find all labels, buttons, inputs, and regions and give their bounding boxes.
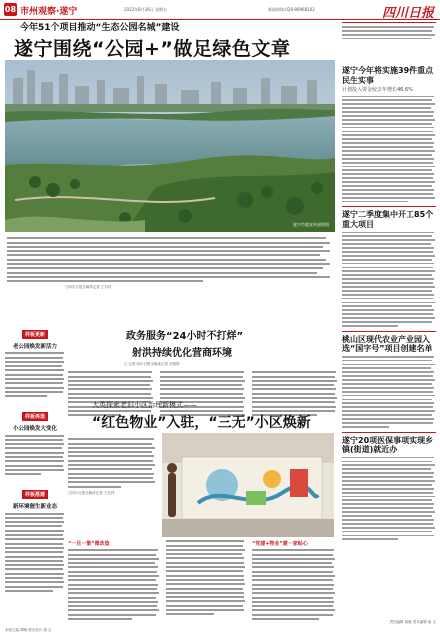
property-subhead-1: “一旦一策”微改造 xyxy=(68,541,110,547)
page-number: 08 xyxy=(4,5,17,14)
right-headline-1: 遂宁今年将实施39件重点民生实事 xyxy=(342,66,434,85)
property-title: “红色物业”入驻，“三无”小区焕新 xyxy=(92,415,311,431)
photo-credit: 遂宁市委宣传部供图 xyxy=(293,222,329,227)
property-subhead-2: “党建+物业”建一家贴心 xyxy=(252,541,308,547)
left-subhead-3: 新环境催生新业态 xyxy=(12,504,57,511)
left-column xyxy=(5,305,65,592)
property-kicker: 大英探索老旧小区治理新模式—— xyxy=(92,401,197,409)
property-byline: □四川日报全媒体记者 王若祥 xyxy=(68,490,115,495)
lead-title: 遂宁围绕“公园+”做足绿色文章 xyxy=(14,38,291,60)
lead-body xyxy=(5,232,335,302)
footer-right: 责任编辑 周晓 美术编辑 唐 吉 xyxy=(389,620,436,624)
property-col-2 xyxy=(166,538,246,615)
footer-editors: 本版主编 谭晓 版式设计 唐 吉 xyxy=(5,628,52,632)
left-subhead-2: 小公园焕发大变化 xyxy=(12,426,57,433)
section-tag-2: 样板再造 xyxy=(22,412,48,421)
property-col-3 xyxy=(252,538,336,620)
right-headline-2: 遂宁二季度集中开工85个重大项目 xyxy=(342,210,434,229)
service-title: 射洪持续优化营商环境 xyxy=(132,348,232,359)
lead-photo xyxy=(5,60,335,232)
right-column xyxy=(342,22,436,540)
right-subhead-1: 计划投入资金较去年增长46.6% xyxy=(342,87,413,94)
section-tag-1: 样板更新 xyxy=(22,330,48,339)
issue-date: 2022年8月26日 星期五 xyxy=(124,7,168,12)
page-header xyxy=(0,0,440,20)
lead-kicker: 今年51个项目推动“生态公园名城”建设 xyxy=(20,23,180,33)
newspaper-logo: 四川日报 xyxy=(381,6,434,21)
news-hotline: 新闻热线:028-86968102 xyxy=(268,7,315,12)
right-headline-3: 桃山区现代农业产业园入选“国字号”项目创建名单 xyxy=(342,334,433,354)
service-kicker: 政务服务“24小时不打烊” xyxy=(126,331,244,342)
right-headline-4: 遂宁20项医保事项实现乡镇(街道)就近办 xyxy=(342,435,434,455)
section-tag-3: 样板搭建 xyxy=(22,490,48,499)
section-name: 市州观察·遂宁 xyxy=(20,7,78,17)
property-col-1 xyxy=(68,538,160,620)
service-byline: □ 记者 四川日报全媒体记者 刘梁婷 xyxy=(124,362,180,366)
property-photo xyxy=(162,433,334,537)
left-subhead-1: 老公园焕发新活力 xyxy=(12,344,57,350)
lead-byline: □四川日报全媒体记者 王若祥 xyxy=(65,285,112,290)
